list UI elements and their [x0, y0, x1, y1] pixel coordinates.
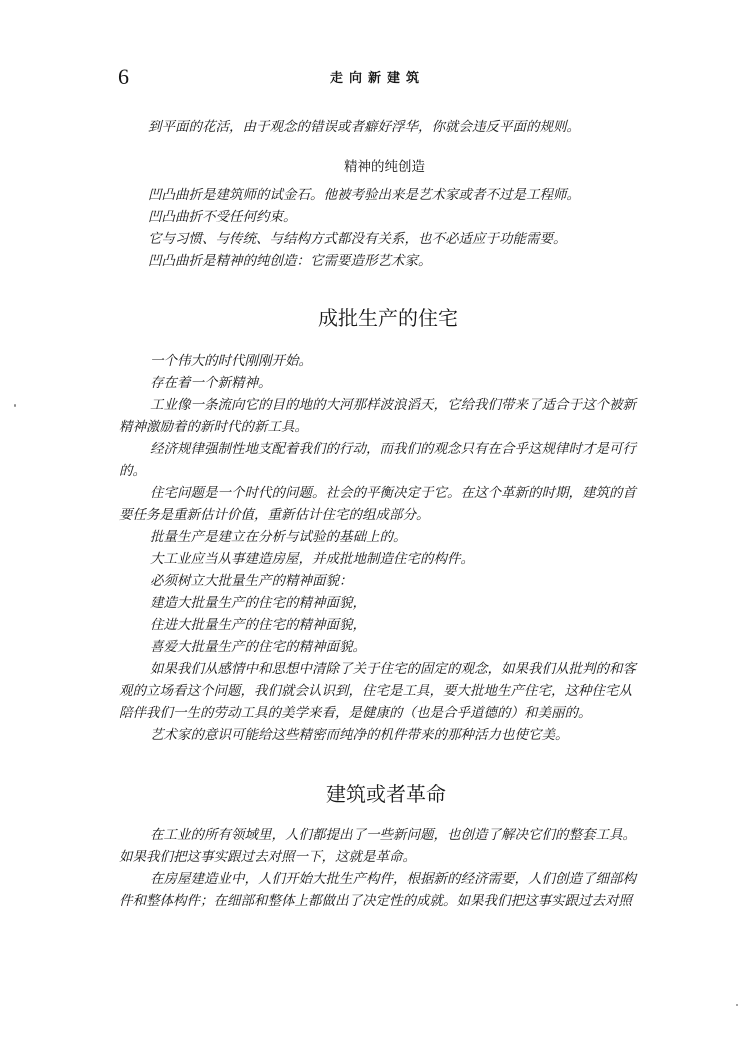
paragraph-line: 观的立场看这个问题，我们就会认识到，住宅是工具，要大批地生产住宅，这种住宅从: [119, 683, 632, 699]
paragraph-line: 经济规律强制性地支配着我们的行动，而我们的观念只有在合乎这规律时才是可行: [150, 441, 636, 457]
pure-creation-line: 凹凸曲折是精神的纯创造：它需要造形艺术家。: [148, 253, 432, 269]
paragraph-line: 在房屋建造业中，人们开始大批生产构件，根据新的经济需要，人们创造了细部构: [150, 871, 636, 887]
section-title-revolution: 建筑或者革命: [326, 782, 446, 806]
paragraph-line: 要任务是重新估计价值，重新估计住宅的组成部分。: [119, 507, 430, 523]
paragraph-line: 住宅问题是一个时代的问题。社会的平衡决定于它。在这个革新的时期，建筑的首: [150, 485, 636, 501]
pure-creation-heading: 精神的纯创造: [344, 159, 425, 175]
pure-creation-line: 凹凸曲折是建筑师的试金石。他被考验出来是艺术家或者不过是工程师。: [148, 187, 580, 203]
paragraph-line: 如果我们从感情中和思想中清除了关于住宅的固定的观念，如果我们从批判的和客: [150, 661, 636, 677]
paragraph-line: 陪伴我们一生的劳动工具的美学来看，是健康的（也是合乎道德的）和美丽的。: [119, 705, 592, 721]
section-title-mass-production: 成批生产的住宅: [318, 306, 458, 330]
paragraph-line: 住进大批量生产的住宅的精神面貌，: [150, 617, 366, 633]
pure-creation-line: 它与习惯、与传统、与结构方式都没有关系，也不必适应于功能需要。: [148, 231, 567, 247]
paragraph-line: 必须树立大批量生产的精神面貌：: [150, 573, 353, 589]
continuation-line: 到平面的花活，由于观念的错误或者癖好浮华，你就会违反平面的规则。: [148, 119, 580, 135]
paragraph-line: 在工业的所有领域里，人们都提出了一些新问题，也创造了解决它们的整套工具。: [150, 827, 636, 843]
running-header: 走向新建筑: [330, 71, 426, 86]
paragraph-line: 喜爱大批量生产的住宅的精神面貌。: [150, 639, 366, 655]
paragraph-line: 建造大批量生产的住宅的精神面貌，: [150, 595, 366, 611]
paragraph-line: 批量生产是建立在分析与试验的基础上的。: [150, 529, 407, 545]
pure-creation-line: 凹凸曲折不受任何约束。: [148, 209, 297, 225]
paragraph-line: 如果我们把这事实跟过去对照一下，这就是革命。: [119, 849, 416, 865]
scan-speck: [736, 1004, 738, 1006]
paragraph-line: 艺术家的意识可能给这些精密而纯净的机件带来的那种活力也使它美。: [150, 727, 569, 743]
paragraph-line: 精神激励着的新时代的新工具。: [119, 419, 308, 435]
paragraph-line: 的。: [119, 463, 146, 479]
paragraph-line: 存在着一个新精神。: [150, 375, 272, 391]
paragraph-line: 工业像一条流向它的目的地的大河那样波浪滔天，它给我们带来了适合于这个被新: [150, 397, 636, 413]
scan-speck: [14, 404, 16, 407]
page-number: 6: [118, 64, 129, 89]
paragraph-line: 一个伟大的时代刚刚开始。: [150, 353, 312, 369]
paragraph-line: 大工业应当从事建造房屋，并成批地制造住宅的构件。: [150, 551, 474, 567]
paragraph-line: 件和整体构件；在细部和整体上都做出了决定性的成就。如果我们把这事实跟过去对照: [119, 893, 632, 909]
